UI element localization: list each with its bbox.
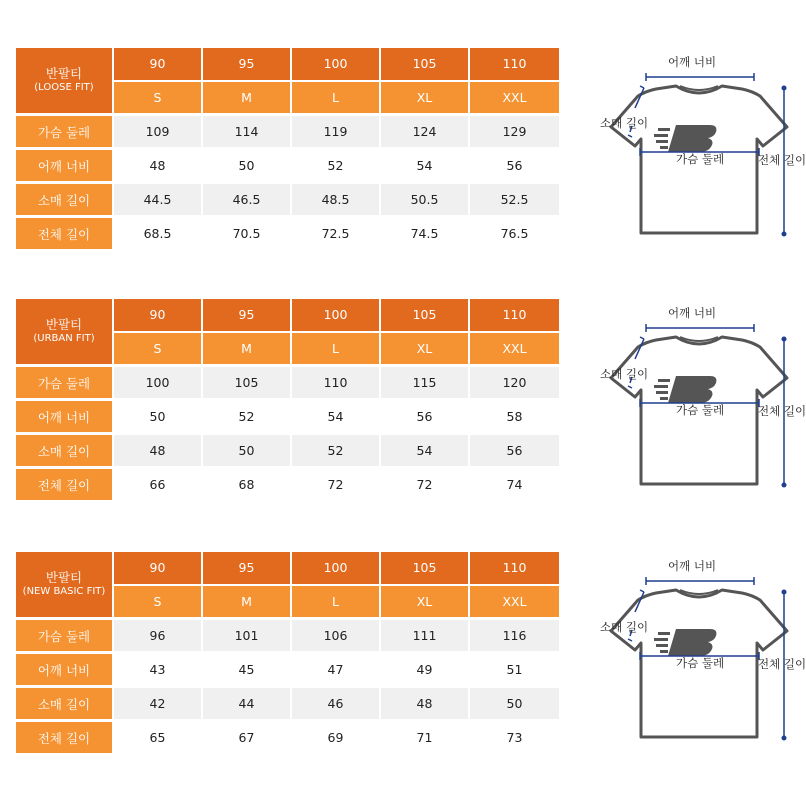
table-cell: 109 — [114, 113, 203, 147]
table-cell: 52.5 — [470, 181, 559, 215]
table-cell: 44 — [203, 685, 292, 719]
table-cell: 65 — [114, 719, 203, 753]
size-table — [16, 299, 559, 500]
size-letter-header: XXL — [470, 82, 559, 114]
table-cell: 72 — [381, 466, 470, 500]
size-letter-header: L — [292, 82, 381, 114]
size-chart-section-urban-fit — [16, 299, 806, 503]
row-label-shoulder: 어깨 너비 — [16, 398, 114, 432]
table-cell: 101 — [203, 617, 292, 651]
size-letter-header: L — [292, 586, 381, 618]
table-cell: 106 — [292, 617, 381, 651]
size-number-header: 90 — [114, 552, 203, 586]
row-label-total: 전체 길이 — [16, 215, 114, 249]
size-chart-section-loose-fit — [16, 48, 806, 252]
table-cell: 76.5 — [470, 215, 559, 249]
total-length-label: 전체 길이 — [758, 404, 806, 418]
size-chart-section-new-basic-fit — [16, 552, 806, 756]
chest-label: 가슴 둘레 — [676, 656, 725, 670]
table-cell: 50 — [203, 147, 292, 181]
size-letter-header: L — [292, 333, 381, 365]
chest-label: 가슴 둘레 — [676, 152, 725, 166]
table-cell: 114 — [203, 113, 292, 147]
table-cell: 68 — [203, 466, 292, 500]
total-length-label: 전체 길이 — [758, 153, 806, 167]
table-cell: 129 — [470, 113, 559, 147]
tshirt-measurement-diagram — [576, 54, 806, 244]
table-cell: 51 — [470, 651, 559, 685]
table-cell: 46 — [292, 685, 381, 719]
size-letter-header: M — [203, 333, 292, 365]
table-row — [16, 651, 559, 685]
table-cell: 43 — [114, 651, 203, 685]
row-label-chest: 가슴 둘레 — [16, 364, 114, 398]
table-cell: 50 — [114, 398, 203, 432]
size-letter-header: M — [203, 586, 292, 618]
size-letter-header: S — [114, 586, 203, 618]
table-cell: 47 — [292, 651, 381, 685]
table-cell: 70.5 — [203, 215, 292, 249]
table-row — [16, 113, 559, 147]
table-row — [16, 147, 559, 181]
size-number-header: 105 — [381, 48, 470, 82]
table-cell: 48 — [381, 685, 470, 719]
size-letter-header: XXL — [470, 333, 559, 365]
size-number-header: 105 — [381, 552, 470, 586]
nb-logo-icon — [654, 376, 716, 403]
size-letter-header: M — [203, 82, 292, 114]
table-cell: 72 — [292, 466, 381, 500]
size-number-header: 95 — [203, 299, 292, 333]
table-title: 반팔티 — [45, 569, 83, 585]
size-number-header: 100 — [292, 48, 381, 82]
table-cell: 54 — [381, 432, 470, 466]
tshirt-diagram-icon — [576, 54, 800, 244]
row-label-chest: 가슴 둘레 — [16, 113, 114, 147]
table-title-cell — [16, 48, 114, 113]
table-cell: 116 — [470, 617, 559, 651]
size-table — [16, 48, 559, 249]
table-cell: 54 — [292, 398, 381, 432]
table-cell: 48.5 — [292, 181, 381, 215]
sleeve-length-label: 소매 길이 — [600, 116, 649, 130]
table-title-cell — [16, 552, 114, 617]
size-number-header: 110 — [470, 48, 559, 82]
row-label-shoulder: 어깨 너비 — [16, 651, 114, 685]
table-subtitle: (NEW BASIC FIT) — [22, 585, 106, 597]
shoulder-width-label: 어깨 너비 — [668, 559, 717, 573]
size-letter-header: XL — [381, 333, 470, 365]
tshirt-diagram-icon — [576, 558, 800, 748]
size-number-header: 95 — [203, 552, 292, 586]
row-label-total: 전체 길이 — [16, 719, 114, 753]
table-cell: 50.5 — [381, 181, 470, 215]
table-cell: 46.5 — [203, 181, 292, 215]
table-cell: 110 — [292, 364, 381, 398]
table-cell: 72.5 — [292, 215, 381, 249]
table-cell: 66 — [114, 466, 203, 500]
nb-logo-icon — [654, 629, 716, 656]
shoulder-width-label: 어깨 너비 — [668, 55, 717, 69]
table-cell: 45 — [203, 651, 292, 685]
table-cell: 56 — [470, 432, 559, 466]
row-label-total: 전체 길이 — [16, 466, 114, 500]
size-letter-header: XL — [381, 82, 470, 114]
size-number-header: 100 — [292, 299, 381, 333]
row-label-sleeve: 소매 길이 — [16, 181, 114, 215]
table-row — [16, 364, 559, 398]
table-cell: 69 — [292, 719, 381, 753]
table-cell: 50 — [203, 432, 292, 466]
shoulder-width-label: 어깨 너비 — [668, 306, 717, 320]
table-title: 반팔티 — [45, 65, 83, 81]
size-number-header: 110 — [470, 299, 559, 333]
size-number-header: 105 — [381, 299, 470, 333]
size-number-header: 90 — [114, 48, 203, 82]
table-cell: 73 — [470, 719, 559, 753]
table-cell: 96 — [114, 617, 203, 651]
size-number-header: 110 — [470, 552, 559, 586]
table-cell: 56 — [381, 398, 470, 432]
sleeve-length-label: 소매 길이 — [600, 620, 649, 634]
table-title: 반팔티 — [45, 316, 83, 332]
table-cell: 119 — [292, 113, 381, 147]
table-cell: 71 — [381, 719, 470, 753]
tshirt-measurement-diagram — [576, 558, 806, 748]
table-cell: 105 — [203, 364, 292, 398]
size-letter-header: XL — [381, 586, 470, 618]
tshirt-diagram-icon — [576, 305, 800, 495]
table-cell: 100 — [114, 364, 203, 398]
table-cell: 67 — [203, 719, 292, 753]
table-row — [16, 181, 559, 215]
row-label-sleeve: 소매 길이 — [16, 685, 114, 719]
table-cell: 49 — [381, 651, 470, 685]
table-cell: 42 — [114, 685, 203, 719]
table-cell: 50 — [470, 685, 559, 719]
nb-logo-icon — [654, 125, 716, 152]
table-cell: 52 — [203, 398, 292, 432]
total-length-label: 전체 길이 — [758, 657, 806, 671]
size-number-header: 90 — [114, 299, 203, 333]
size-table — [16, 552, 559, 753]
table-cell: 48 — [114, 432, 203, 466]
table-cell: 120 — [470, 364, 559, 398]
size-number-header: 100 — [292, 552, 381, 586]
table-cell: 115 — [381, 364, 470, 398]
table-title-cell — [16, 299, 114, 364]
table-row — [16, 617, 559, 651]
size-letter-header: XXL — [470, 586, 559, 618]
table-cell: 74.5 — [381, 215, 470, 249]
table-subtitle: (URBAN FIT) — [33, 332, 95, 344]
sleeve-length-label: 소매 길이 — [600, 367, 649, 381]
table-cell: 68.5 — [114, 215, 203, 249]
row-label-shoulder: 어깨 너비 — [16, 147, 114, 181]
table-row — [16, 466, 559, 500]
table-cell: 52 — [292, 147, 381, 181]
table-row — [16, 719, 559, 753]
table-cell: 58 — [470, 398, 559, 432]
tshirt-measurement-diagram — [576, 305, 806, 495]
table-cell: 44.5 — [114, 181, 203, 215]
table-cell: 56 — [470, 147, 559, 181]
table-row — [16, 398, 559, 432]
size-number-header: 95 — [203, 48, 292, 82]
table-row — [16, 685, 559, 719]
chest-label: 가슴 둘레 — [676, 403, 725, 417]
row-label-sleeve: 소매 길이 — [16, 432, 114, 466]
table-cell: 111 — [381, 617, 470, 651]
table-cell: 74 — [470, 466, 559, 500]
table-row — [16, 215, 559, 249]
table-subtitle: (LOOSE FIT) — [34, 81, 94, 93]
table-cell: 48 — [114, 147, 203, 181]
size-letter-header: S — [114, 333, 203, 365]
table-cell: 52 — [292, 432, 381, 466]
row-label-chest: 가슴 둘레 — [16, 617, 114, 651]
table-cell: 54 — [381, 147, 470, 181]
table-row — [16, 432, 559, 466]
size-letter-header: S — [114, 82, 203, 114]
table-cell: 124 — [381, 113, 470, 147]
